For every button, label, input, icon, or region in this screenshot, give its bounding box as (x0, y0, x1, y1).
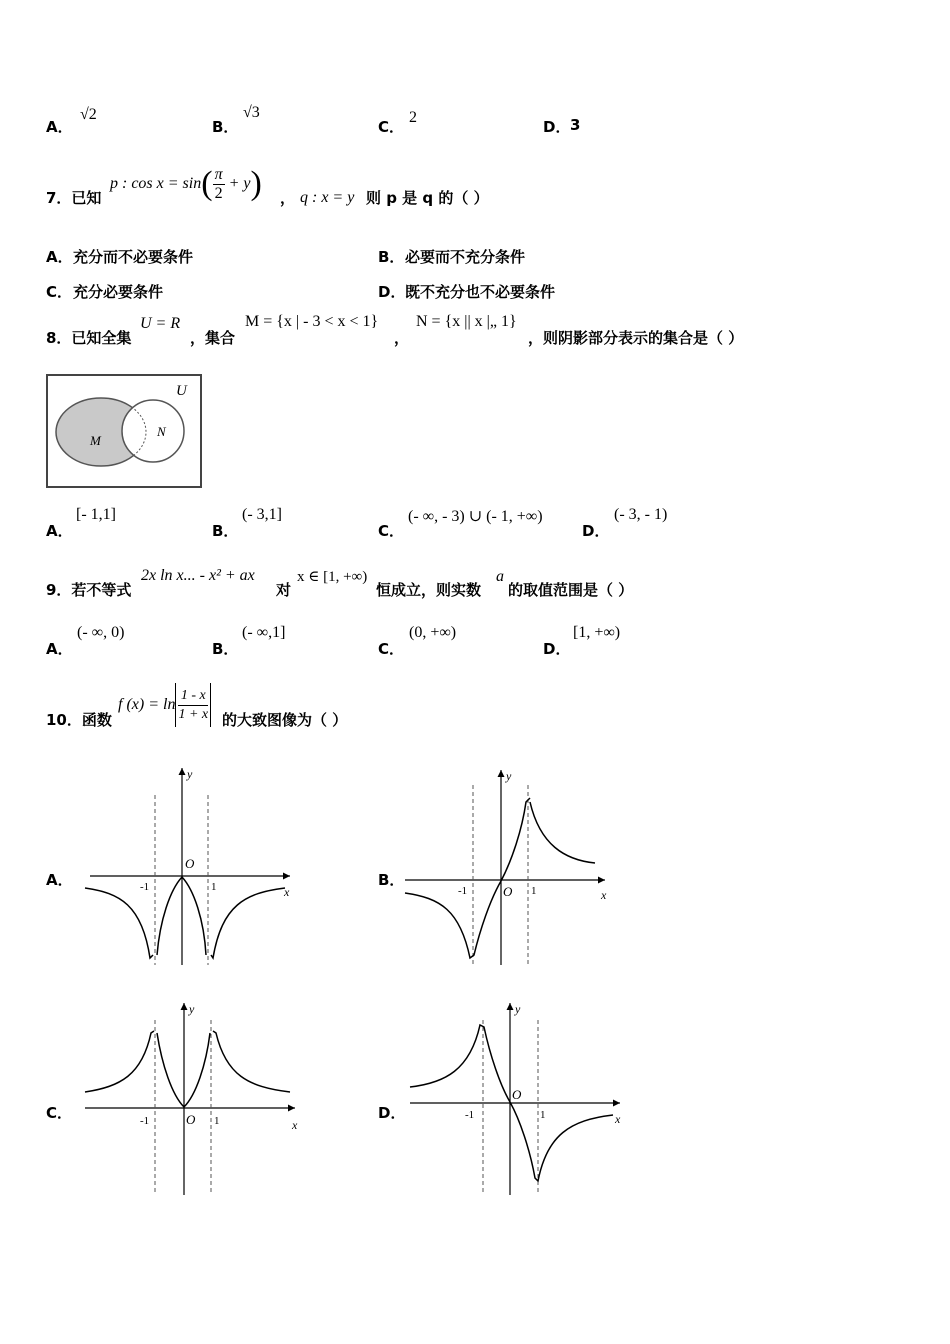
q9-inequality: 2x ln x... - x² + ax (141, 567, 255, 584)
q8-comma: ， (394, 329, 410, 347)
q8-mid: ，集合 (190, 329, 236, 347)
q7-option-b-label: B． (378, 248, 405, 266)
one-label: 1 (214, 1115, 220, 1127)
q7-option-a-text: 充分而不必要条件 (73, 248, 194, 266)
q7-option-a-label: A． (46, 248, 73, 266)
q10-graph-b (400, 760, 620, 970)
q9-option-a-value: (- ∞, 0) (77, 624, 125, 641)
q9-option-b-label: B． (212, 640, 239, 658)
q7-option-d-label: D． (378, 283, 406, 301)
one-label: 1 (211, 881, 217, 893)
q9-option-b-value: (- ∞,1] (242, 624, 286, 641)
q10-tail: 的大致图像为（ ） (222, 711, 348, 729)
q10-graph-a (80, 760, 300, 970)
venn-n-label: N (157, 424, 166, 439)
q6-option-c-value: 2 (409, 109, 417, 126)
q9-option-c-value: (0, +∞) (409, 624, 457, 641)
q9-number: 9．若不等式 (46, 581, 132, 599)
q9-mid: 恒成立，则实数 (376, 581, 482, 599)
origin-label: O (503, 884, 513, 899)
q10-f-prefix: f (x) = ln (118, 696, 176, 713)
x-label: x (284, 885, 290, 899)
q9-option-c-label: C． (378, 640, 405, 658)
q9-option-d-value: [1, +∞) (573, 624, 621, 641)
x-label: x (292, 1118, 298, 1132)
neg-one-label: -1 (465, 1109, 475, 1121)
q10-graph-d (405, 995, 630, 1200)
neg-one-label: -1 (458, 885, 468, 897)
one-label: 1 (531, 885, 537, 897)
q7-fraction (213, 166, 225, 203)
q7-frac-num: π (214, 165, 223, 183)
x-label: x (601, 888, 607, 902)
y-label: y (515, 1002, 521, 1016)
origin-label: O (186, 1112, 196, 1127)
q8-n-expression: N = {x || x |„ 1} (416, 313, 517, 330)
q6-option-c-label: C． (378, 118, 405, 136)
q8-option-c-label: C． (378, 522, 405, 540)
q10-option-b-label: B． (378, 871, 405, 889)
venn-m-label: M (90, 433, 101, 448)
neg-one-label: -1 (140, 1115, 150, 1127)
q10-frac-den: 1 + x (178, 707, 209, 723)
q8-u-expression: U = R (140, 315, 181, 332)
q8-option-c-value: (- ∞, - 3) ∪ (- 1, +∞) (408, 508, 543, 525)
q8-m-expression: M = {x | - 3 < x < 1} (245, 313, 379, 330)
q9-tail: 的取值范围是（ ） (508, 581, 634, 599)
q8-option-a-label: A． (46, 522, 73, 540)
q7-plus-y: + y (228, 175, 251, 192)
q10-option-d-label: D． (378, 1104, 406, 1122)
q6-option-d-value: 3 (570, 116, 581, 134)
one-label: 1 (540, 1109, 546, 1121)
q6-option-b-value: √3 (243, 104, 260, 121)
q10-function-expression (118, 683, 211, 727)
q6-option-b-label: B． (212, 118, 239, 136)
q8-option-d-label: D． (582, 522, 610, 540)
origin-label: O (512, 1087, 522, 1102)
q7-frac-den: 2 (214, 184, 223, 202)
q7-tail: 则 p 是 q 的（ ） (366, 189, 489, 207)
q9-variable: a (496, 568, 504, 585)
q7-option-c-label: C． (46, 283, 73, 301)
q9-option-a-label: A． (46, 640, 73, 658)
y-label: y (506, 769, 512, 783)
q10-number: 10．函数 (46, 711, 112, 729)
q10-option-c-label: C． (46, 1104, 73, 1122)
q7-comma: ， (280, 189, 296, 207)
q7-number: 7．已知 (46, 189, 102, 207)
q7-p-prefix: p : cos x = sin (110, 175, 202, 192)
q7-option-c-text: 充分必要条件 (73, 283, 164, 301)
q9-option-d-label: D． (543, 640, 571, 658)
q8-option-b-label: B． (212, 522, 239, 540)
q7-p-expression: p : cos x = sin( $\frac{\pi}{2}$ + y) (110, 165, 262, 203)
q7-option-d-text: 既不充分也不必要条件 (405, 283, 556, 301)
q8-tail: ，则阴影部分表示的集合是（ ） (528, 329, 744, 347)
x-label: x (615, 1112, 621, 1126)
q8-option-b-value: (- 3,1] (242, 506, 282, 523)
q10-option-a-label: A． (46, 871, 73, 889)
y-label: y (187, 767, 193, 781)
q8-venn-diagram (45, 373, 203, 489)
q9-dui: 对 (276, 581, 292, 599)
q8-number: 8．已知全集 (46, 329, 132, 347)
q8-option-d-value: (- 3, - 1) (614, 506, 668, 523)
q10-frac-num: 1 - x (178, 687, 208, 706)
neg-one-label: -1 (140, 881, 150, 893)
q6-option-a-label: A． (46, 118, 73, 136)
q8-option-a-value: [- 1,1] (76, 506, 116, 523)
q9-domain: x ∈ [1, +∞) (297, 569, 368, 585)
q7-option-b-text: 必要而不充分条件 (405, 248, 526, 266)
q6-option-d-label: D． (543, 118, 571, 136)
q7-q-expression: q : x = y (300, 189, 355, 206)
y-label: y (189, 1002, 195, 1016)
venn-u-label: U (176, 383, 187, 399)
q10-graph-c (80, 995, 310, 1200)
q6-option-a-value: √2 (80, 106, 97, 123)
origin-label: O (185, 856, 195, 871)
venn-set-n (122, 400, 184, 462)
